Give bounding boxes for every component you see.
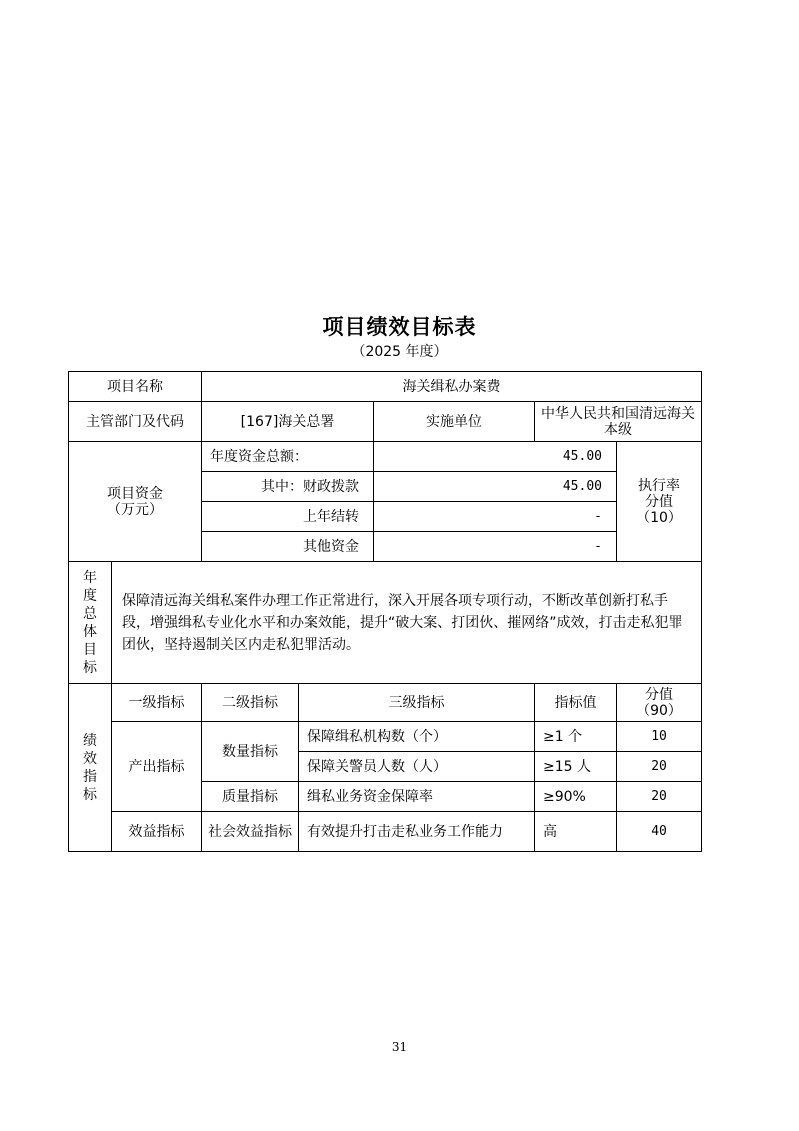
indicator-row-value: 高 [535,812,617,852]
indicator-row-value: ≥90% [535,782,617,812]
exec-rate-line1: 执行率 [638,477,681,494]
carryover-label: 上年结转 [202,502,374,532]
document-subtitle: （2025 年度） [351,344,448,360]
indicator-row-name: 保障关警员人数（人） [299,752,535,782]
annual-goal-label: 年 度 总 体 目 标 [69,562,112,684]
funds-label [69,442,202,562]
funds-label-line1: 项目资金 [107,485,163,502]
quality-indicator-label: 质量指标 [202,782,299,812]
performance-indicators-label: 绩 效 指 标 [69,684,112,852]
output-indicator-label: 产出指标 [112,722,202,812]
indicator-row-score: 40 [617,812,702,852]
indicator-row-score: 20 [617,752,702,782]
annual-total-value: 45.00 [374,442,617,472]
indicator-row-value: ≥1 个 [535,722,617,752]
document-title: 项目绩效目标表 [322,315,477,339]
other-funds-label: 其他资金 [202,532,374,562]
annual-goal-text: 保障清远海关缉私案件办理工作正常进行，深入开展各项专项行动，不断改革创新打私手段，增强缉私专业化水平和办案效能，提升“破大案、打团伙、摧网络”成效，打击走私犯罪团伙，坚持遏制关区内走私犯罪活动。 [112,562,702,684]
indicator-row-name: 有效提升打击走私业务工作能力 [299,812,535,852]
indicator-row-name: 保障缉私机构数（个） [299,722,535,752]
impl-unit-label: 实施单位 [374,402,535,442]
indicator-row-score: 20 [617,782,702,812]
exec-rate-line3: （10） [636,509,682,526]
project-name-label: 项目名称 [69,372,202,402]
carryover-value: - [374,502,617,532]
project-name-value: 海关缉私办案费 [202,372,702,402]
exec-rate-cell [617,442,702,562]
performance-table [68,371,702,852]
annual-total-label: 年度资金总额： [202,442,374,472]
other-funds-value: - [374,532,617,562]
fiscal-label: 其中：财政拨款 [202,472,374,502]
page-number: 31 [391,1040,408,1054]
exec-rate-line2: 分值 [645,493,674,510]
header-score: 分值 （90） [617,684,702,722]
dept-label: 主管部门及代码 [69,402,202,442]
header-level1: 一级指标 [112,684,202,722]
header-level2: 二级指标 [202,684,299,722]
header-indicator-value: 指标值 [535,684,617,722]
indicator-row-name: 缉私业务资金保障率 [299,782,535,812]
benefit-indicator-label: 效益指标 [112,812,202,852]
funds-label-line2: （万元） [107,501,163,518]
header-level3: 三级指标 [299,684,535,722]
impl-unit-value: 中华人民共和国清远海关本级 [535,402,702,442]
indicator-row-value: ≥15 人 [535,752,617,782]
fiscal-value: 45.00 [374,472,617,502]
quantity-indicator-label: 数量指标 [202,722,299,782]
dept-value: [167]海关总署 [202,402,374,442]
indicator-row-score: 10 [617,722,702,752]
social-benefit-label: 社会效益指标 [202,812,299,852]
